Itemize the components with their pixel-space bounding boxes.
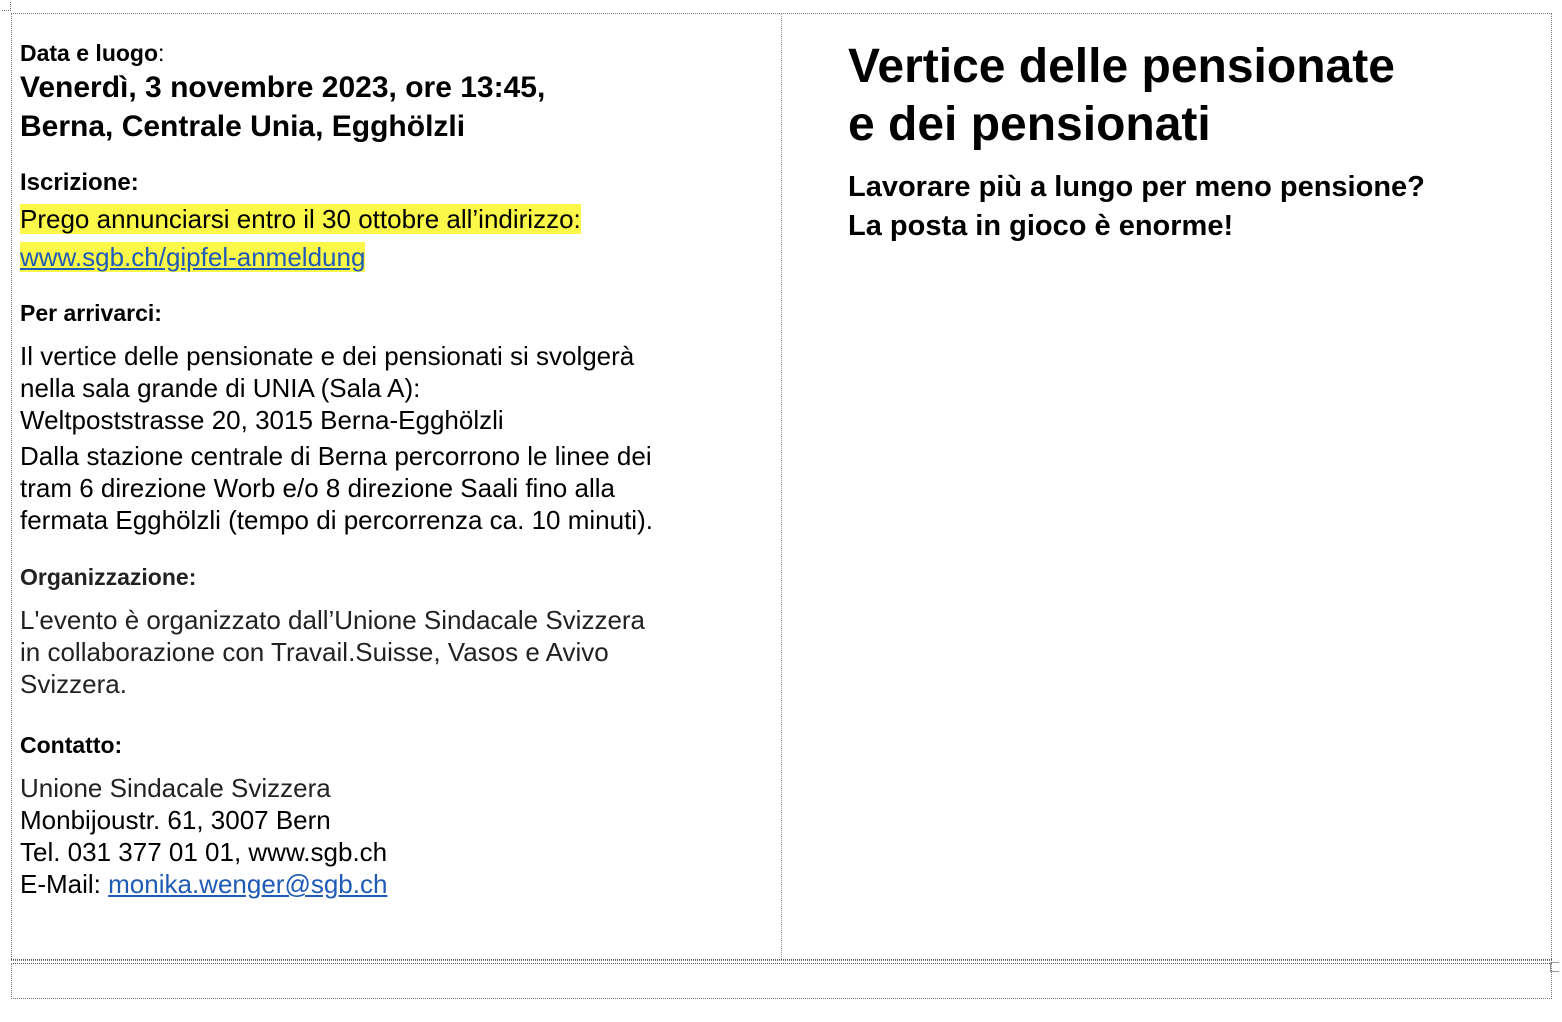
registration-link[interactable]: www.sgb.ch/gipfel-anmeldung [20, 242, 366, 272]
place-line: Berna, Centrale Unia, Egghölzli [20, 110, 466, 143]
organization-line: in collaborazione con Travail.Suisse, Vasos e Avivo [20, 637, 609, 667]
directions-section [20, 298, 770, 536]
left-column [20, 38, 770, 900]
date-place-section [20, 38, 770, 146]
contact-section [20, 730, 770, 900]
directions-line: Il vertice delle pensionate e dei pensionati si svolgerà [20, 341, 635, 371]
title-line: Vertice delle pensionate [848, 40, 1395, 93]
contact-line: Tel. 031 377 01 01, www.sgb.ch [20, 837, 388, 867]
date-place-label: Data e luogo [20, 40, 159, 66]
column-divider [781, 13, 782, 961]
transport-line: Dalla stazione centrale di Berna percorrono le linee dei [20, 441, 652, 471]
directions-line: nella sala grande di UNIA (Sala A): [20, 373, 421, 403]
contact-line: Unione Sindacale Svizzera [20, 773, 331, 803]
registration-section [20, 166, 770, 276]
table-resize-handle[interactable] [1550, 962, 1559, 972]
contact-line: Monbijoustr. 61, 3007 Bern [20, 805, 331, 835]
organization-line: Svizzera. [20, 669, 127, 699]
empty-table-row [11, 963, 1552, 999]
transport-line: fermata Egghölzli (tempo di percorrenza ca. 10 minuti). [20, 505, 653, 535]
title-line: e dei pensionati [848, 98, 1211, 151]
subtitle-line: Lavorare più a lungo per meno pensione? [848, 171, 1425, 203]
directions-label: Per arrivarci: [20, 300, 162, 326]
organization-line: L'evento è organizzato dall’Unione Sindacale Svizzera [20, 605, 646, 635]
email-prefix: E-Mail: [20, 869, 109, 899]
email-link[interactable]: monika.wenger@sgb.ch [108, 869, 388, 899]
corner-mark-top-left [2, 2, 11, 11]
contact-label: Contatto: [20, 732, 123, 758]
registration-label: Iscrizione: [20, 169, 139, 196]
transport-line: tram 6 direzione Worb e/o 8 direzione Saali fino alla [20, 473, 615, 503]
organization-section [20, 562, 770, 700]
right-column [848, 38, 1538, 246]
date-line: Venerdì, 3 novembre 2023, ore 13:45, [20, 71, 546, 104]
subtitle-line: La posta in gioco è enorme! [848, 210, 1234, 242]
date-place-colon: : [158, 40, 165, 66]
registration-text: Prego annunciarsi entro il 30 ottobre all’indirizzo: [20, 204, 581, 234]
organization-label: Organizzazione: [20, 564, 197, 590]
directions-line: Weltpoststrasse 20, 3015 Berna-Egghölzli [20, 405, 504, 435]
